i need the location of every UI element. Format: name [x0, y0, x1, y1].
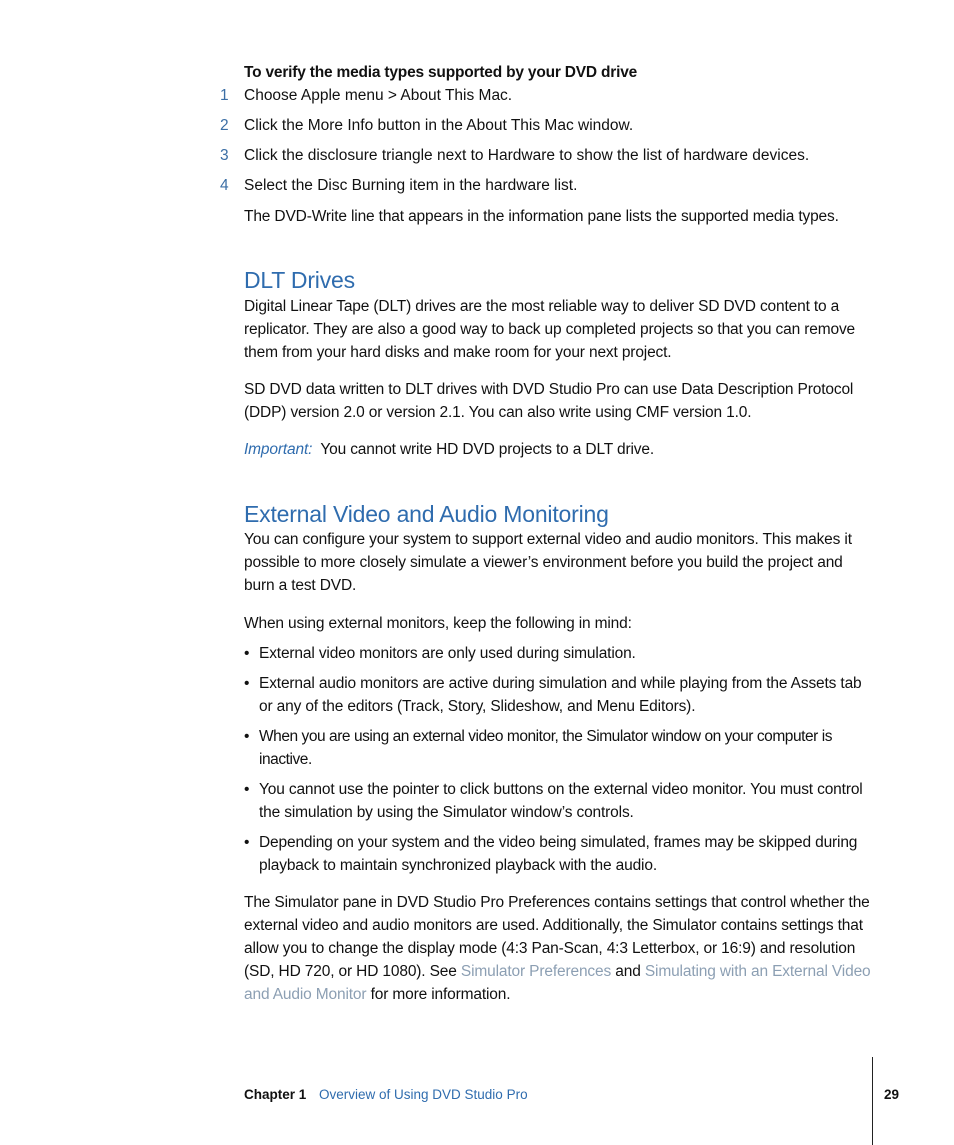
bullet-marker: •	[244, 834, 250, 851]
important-note	[244, 438, 876, 461]
section-heading-external-monitoring: External Video and Audio Monitoring	[244, 501, 609, 527]
procedure-title: To verify the media types supported by your DVD drive	[244, 64, 638, 81]
important-label: Important:	[244, 441, 313, 458]
list-item-text: When you are using an external video monitor, the Simulator window on your computer is inactive.	[259, 728, 833, 768]
bullet-marker: •	[244, 645, 250, 662]
monitoring-closing-paragraph	[244, 891, 876, 1006]
step-text: Choose Apple menu > About This Mac.	[244, 87, 513, 104]
monitoring-intro: When using external monitors, keep the following in mind:	[244, 615, 632, 632]
step-number: 1	[220, 87, 229, 104]
step-text: Click the More Info button in the About This Mac window.	[244, 117, 634, 134]
dlt-paragraph-1: Digital Linear Tape (DLT) drives are the most reliable way to deliver SD DVD content to a replicator. They are also a good way to back up completed projects so that you can remove them from your hard disks and make room for your next project.	[244, 298, 856, 361]
step-number: 4	[220, 177, 229, 194]
footer-divider	[872, 1057, 873, 1145]
list-item-text: External audio monitors are active during simulation and while playing from the Assets tab or any of the editors (Track, Story, Slideshow, and Menu Editors).	[259, 675, 862, 715]
bullet-marker: •	[244, 675, 250, 692]
bullet-marker: •	[244, 781, 250, 798]
section-heading-dlt-drives: DLT Drives	[244, 267, 355, 293]
bullet-marker: •	[244, 728, 250, 745]
step-text: Click the disclosure triangle next to Hardware to show the list of hardware devices.	[244, 147, 810, 164]
link-simulator-preferences[interactable]: Simulator Preferences	[460, 963, 612, 980]
closing-text: The Simulator pane in DVD Studio Pro Preferences contains settings that control whether the external video and audio monitors are used. Additionally, the Simulator contains settings that allow you to change the display mode (4:3 Pan-Scan, 4:3 Letterbox, or 16:9) and resolution (SD, HD 720, or HD 1080). See	[244, 894, 870, 980]
step-number: 2	[220, 117, 229, 134]
step-text: Select the Disc Burning item in the hardware list.	[244, 177, 578, 194]
closing-text: for more information.	[366, 986, 511, 1003]
list-item-text: Depending on your system and the video being simulated, frames may be skipped during playback to maintain synchronized playback with the audio.	[259, 834, 858, 874]
link-simulating-external-monitor[interactable]: Simulating with an External Video and Audio Monitor	[244, 963, 871, 1003]
monitoring-paragraph-1: You can configure your system to support external video and audio monitors. This makes it possible to more closely simulate a viewer’s environment before you build the project and burn a test DVD.	[244, 531, 852, 594]
list-item-text: External video monitors are only used during simulation.	[259, 645, 636, 662]
footer-chapter-title[interactable]: Overview of Using DVD Studio Pro	[319, 1087, 528, 1102]
procedure-note: The DVD-Write line that appears in the information pane lists the supported media types.	[244, 208, 839, 225]
closing-text: and	[611, 963, 645, 980]
list-item-text: You cannot use the pointer to click buttons on the external video monitor. You must control the simulation by using the Simulator window’s controls.	[259, 781, 863, 821]
footer-chapter: Chapter 1	[244, 1087, 307, 1102]
page-number: 29	[884, 1087, 900, 1102]
dlt-paragraph-2: SD DVD data written to DLT drives with DVD Studio Pro can use Data Description Protocol (DDP) version 2.0 or version 2.1. You can also write using CMF version 1.0.	[244, 381, 854, 421]
step-number: 3	[220, 147, 229, 164]
important-text: You cannot write HD DVD projects to a DLT drive.	[320, 441, 654, 458]
